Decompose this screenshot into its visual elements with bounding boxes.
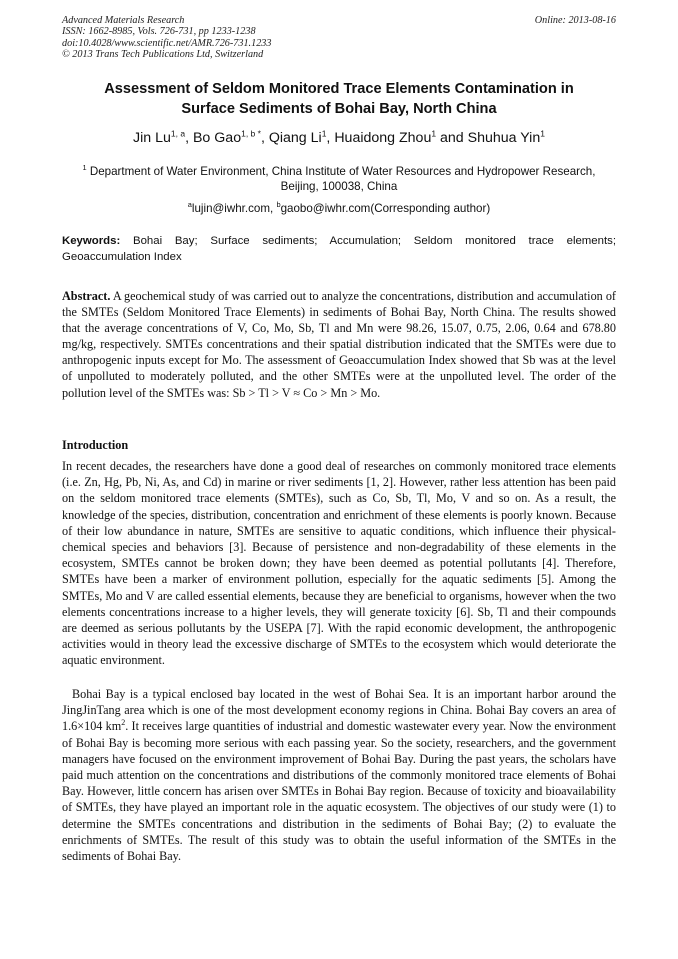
intro-paragraph-2-part-b: . It receives large quantities of industrial and domestic wastewater every year. Now the environment of Bohai Bay is becoming more serious with each passing year. So the society, researchers, and the government managers have focused on the environment improvement of Bohai Bay. During the past years, the scholars have paid much attention on the concentrations and distributions of the commonly monitored trace elements of Bohai Bay. However, little concern has arisen over SMTEs in Bohai Bay region. Because of toxicity and bioavailability of SMTEs, they have played an important role in the aquatic ecosystem. The objectives of our study were (1) to determine the SMTEs concentrations and distribution in the sediments of Bohai Bay; (2) to evaluate the enrichments of SMTEs. The result of this study was to obtain the useful information of the SMTEs in the sediments of Bohai Bay.	[62, 719, 616, 864]
email-mark-b: b	[276, 200, 281, 210]
author-affil-mark: 1	[431, 128, 437, 139]
journal-header	[62, 15, 271, 61]
email-mark-a: a	[187, 200, 192, 210]
affiliation-line-1: Department of Water Environment, China Institute of Water Resources and Hydropower Research,	[86, 165, 596, 178]
keywords-block	[62, 234, 616, 265]
paper-title	[62, 80, 616, 119]
author-separator: ,	[260, 130, 269, 146]
intro-paragraph-1: In recent decades, the researchers have done a good deal of researches on commonly monitored trace elements (i.e. Zn, Hg, Pb, Ni, As, and Cd) in marine or river sediments [1, 2]. However, rather less attention has been paid on the seldom monitored trace elements (SMTEs), such as Co, Sb, Tl, Mo, V and so on. As a result, the knowledge of the species, distribution, concentration and enrichment of these elements is poorly known. Because of their low abundance in nature, SMTEs are sensitive to aquatic conditions, which influence their physical-chemical species and behaviors [3]. Because of persistence and non-degradability of these elements in the ecosystem, SMTEs cannot be broken down; they have been deemed as potential pollutants [4]. Therefore, SMTEs have been a marker of environment pollution, especially for the aquatic sediments [5]. Among the SMTEs, Mo and V are called essential elements, because they are beneficial to organisms, however when the two elements concentrations increase to a higher levels, they will generate toxicity [6]. Sb, Tl and their compounds are deemed as serious pollutants by the USEPA [7]. With the rapid economic development, the anthropogenic activities would in theory lead the excessive discharge of SMTEs to the ecosystem which would deteriorate the aquatic environment.	[62, 459, 616, 668]
author-separator: ,	[326, 130, 335, 146]
copyright-line: © 2013 Trans Tech Publications Ltd, Switzerland	[62, 49, 264, 61]
author-name: Bo Gao	[192, 130, 242, 146]
author-affil-mark: 1, a	[170, 128, 186, 139]
section-heading-introduction: Introduction	[62, 438, 129, 452]
title-line-1: Assessment of Seldom Monitored Trace Elements Contamination in	[104, 81, 574, 97]
author-name: Jin Lu	[133, 130, 171, 146]
author-name: Qiang Li	[268, 130, 322, 146]
author-affil-mark: 1, b *	[241, 128, 261, 139]
author-list	[62, 129, 616, 147]
doi-line: doi:10.4028/www.scientific.net/AMR.726-731.1233	[62, 37, 272, 49]
abstract-text: A geochemical study of was carried out to analyze the concentrations, distribution and accumulation of the SMTEs (Seldom Monitored Trace Elements) in sediments of Bohai Bay, North China. The results showed that the average concentrations of V, Co, Mo, Sb, Tl and Mn were 98.26, 15.07, 0.75, 2.06, 0.64 and 678.80 mg/kg, respectively. SMTEs concentrations and their spatial distribution indicated that the SMTEs were due to anthropogenic inputs except for Mo. The assessment of Geoaccumulation Index showed that Sb was at the level of unpolluted to moderately polluted, and the other SMTEs were at the unpolluted level. The order of the pollution level of the SMTEs was: Sb > Tl > V ≈ Co > Mn > Mo.	[62, 289, 616, 400]
author-separator: and	[436, 130, 468, 146]
abstract-label: Abstract.	[62, 289, 111, 303]
journal-name: Advanced Materials Research	[62, 15, 185, 26]
email-b: gaobo@iwhr.com(Corresponding author)	[280, 202, 491, 215]
author-separator: ,	[185, 130, 193, 146]
issn-line: ISSN: 1662-8985, Vols. 726-731, pp 1233-1238	[62, 26, 256, 38]
title-line-2: Surface Sediments of Bohai Bay, North China	[181, 100, 497, 117]
author-name: Huaidong Zhou	[334, 130, 432, 146]
author-affil-mark: 1	[540, 128, 545, 139]
online-date: Online: 2013-08-16	[534, 15, 616, 26]
intro-paragraph-2	[62, 686, 616, 864]
intro-paragraph-2-part-a: Bohai Bay is a typical enclosed bay located in the west of Bohai Sea. It is an important harbor around the JingJinTang area which is one of the most development economy regions in China. Bohai Bay covers an area of 1.6×104 km	[62, 687, 616, 734]
author-name: Shuhua Yin	[467, 130, 541, 146]
affiliation	[62, 164, 616, 194]
affiliation-line-2: Beijing, 100038, China	[280, 180, 398, 194]
keywords-label: Keywords:	[62, 235, 121, 247]
author-emails	[62, 201, 616, 216]
affiliation-mark: 1	[82, 163, 87, 173]
email-a: lujin@iwhr.com,	[191, 202, 277, 215]
keywords-text: Bohai Bay; Surface sediments; Accumulation; Seldom monitored trace elements; Geoaccumulation Index	[62, 235, 616, 263]
superscript-2: 2	[121, 718, 126, 728]
abstract-block	[62, 288, 616, 401]
author-affil-mark: 1	[321, 128, 327, 139]
